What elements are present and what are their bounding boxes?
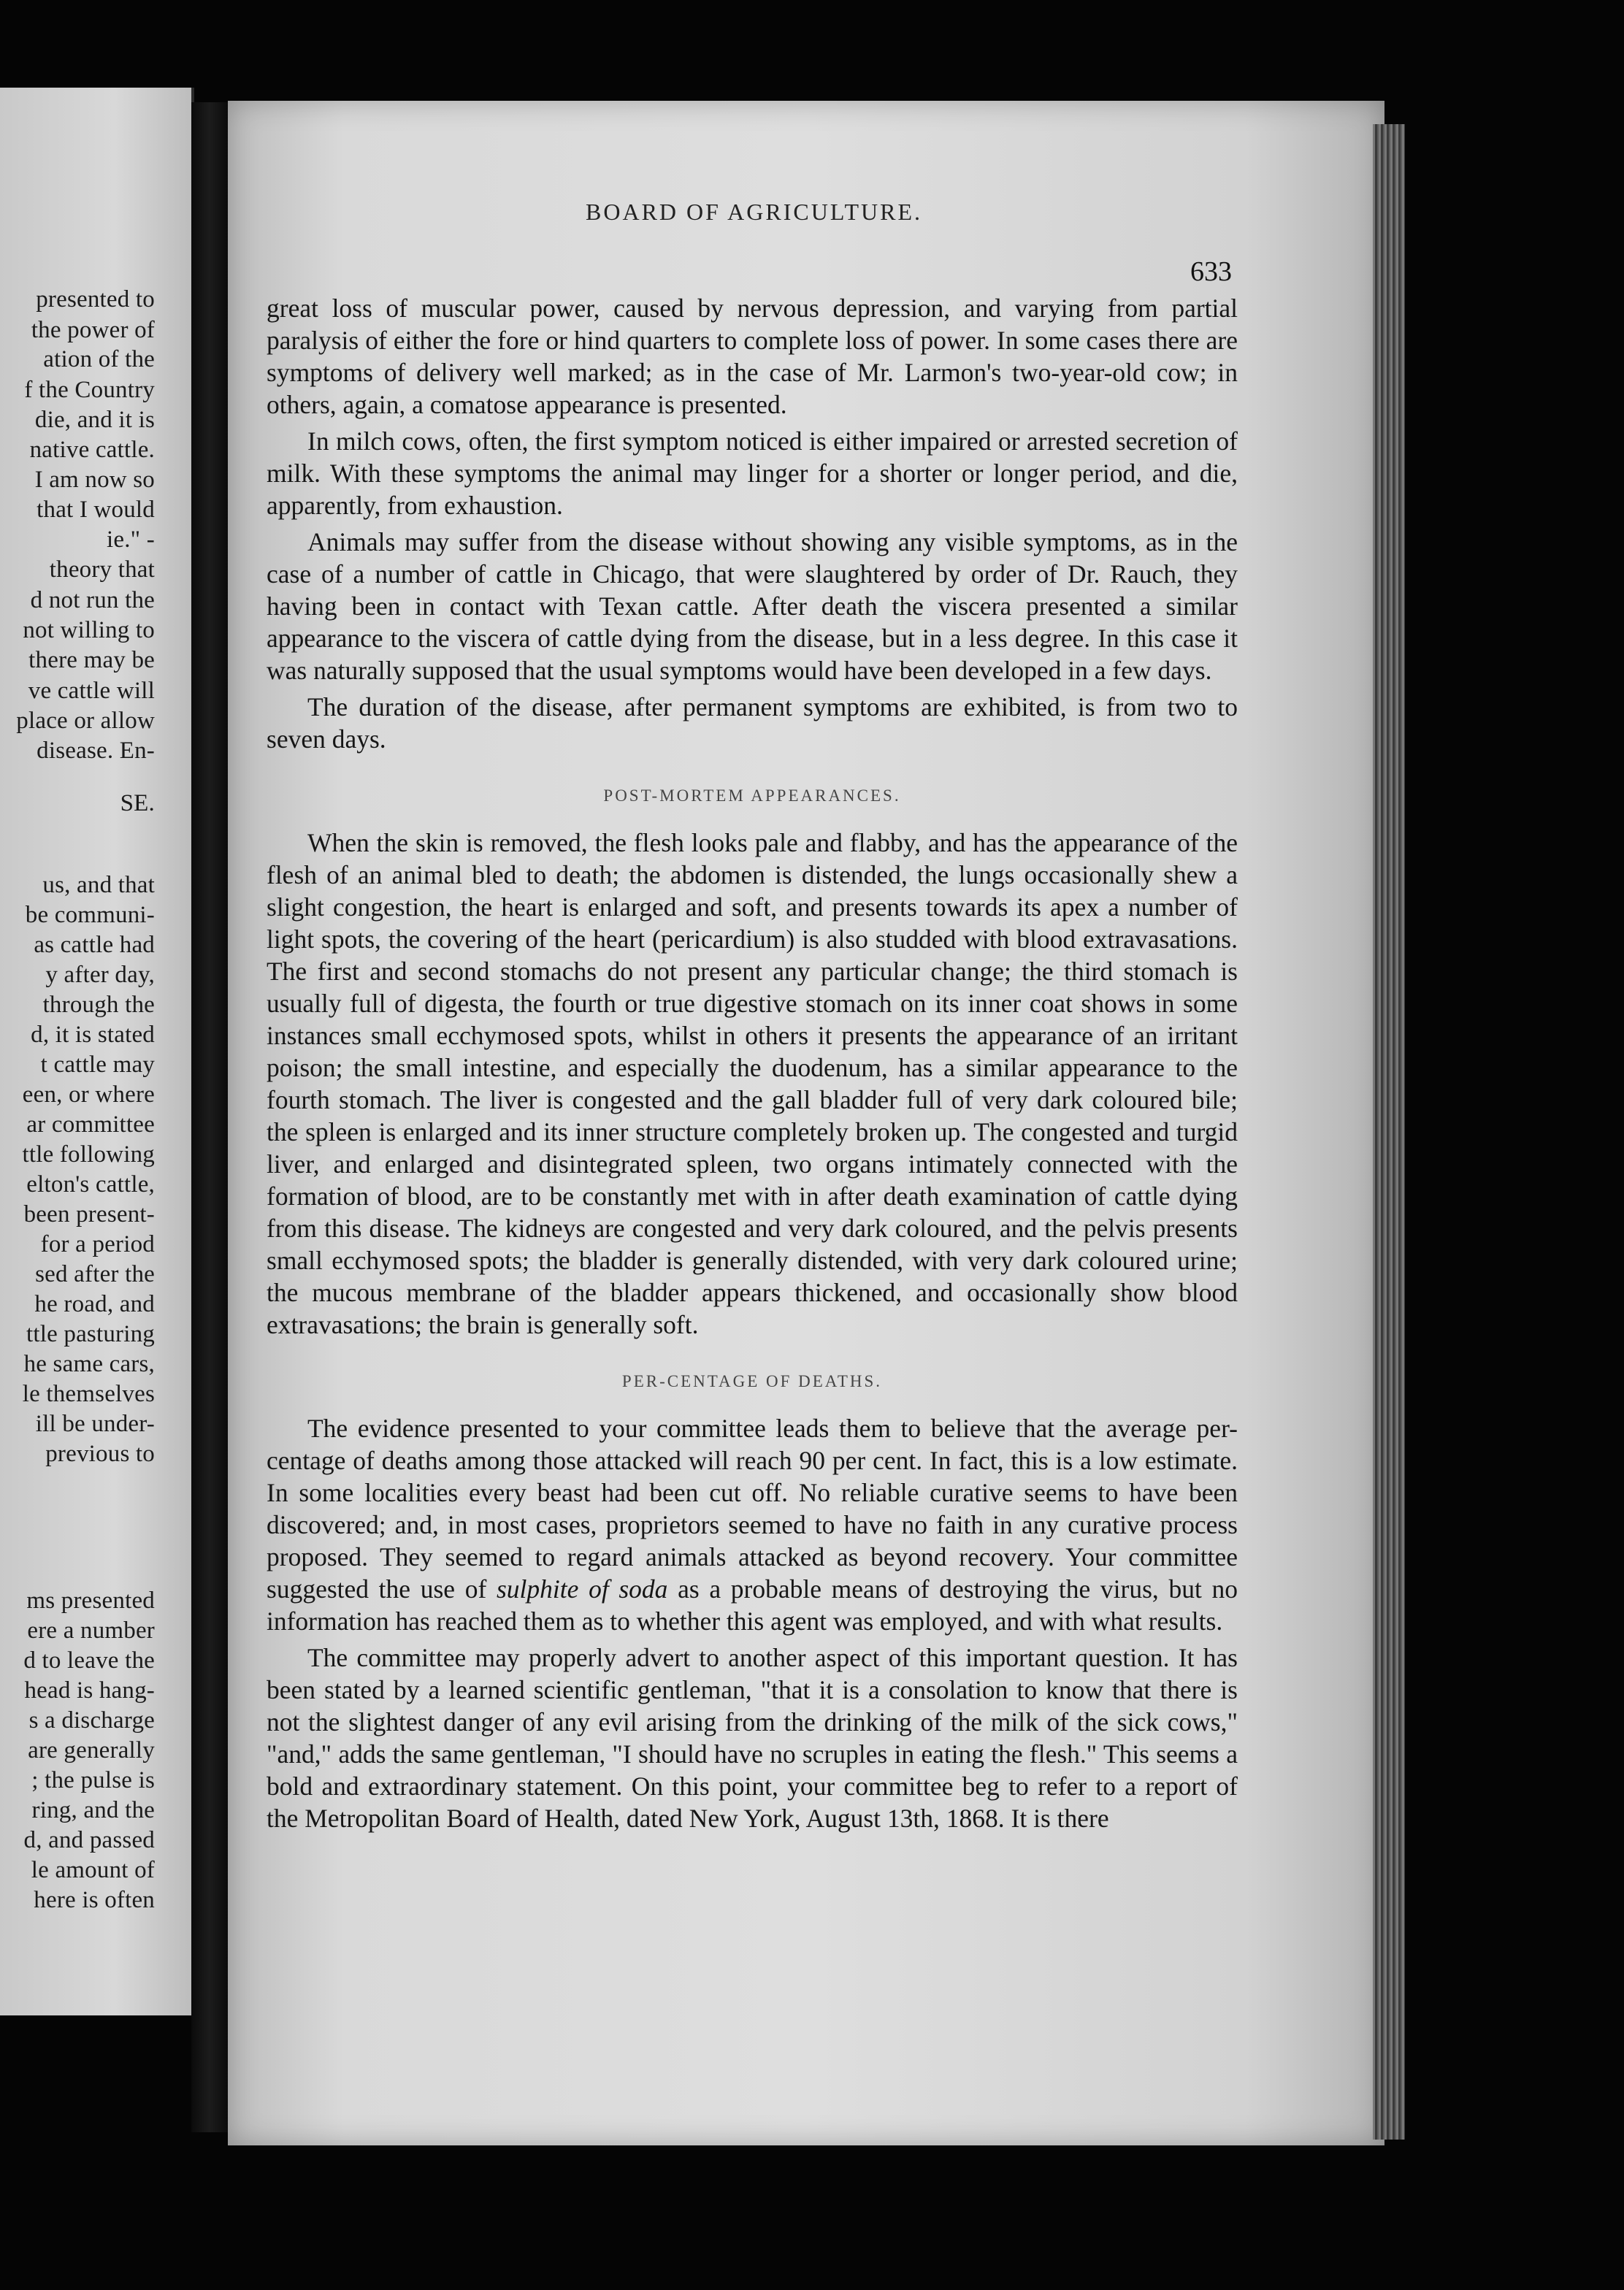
paragraph-muscular-power: great loss of muscular power, caused by nervous depression, and varying from partial paralysis of either the fore or hind quarters to complete loss of power. In some cases there are symptoms of delivery well marked; as in the case of Mr. Larmon's two-year-old cow; in others, again, a comatose appearance is presented.	[267, 294, 1238, 419]
left-page-line: le amount of	[31, 1857, 155, 1883]
left-page-line: f the Country	[24, 377, 155, 403]
paragraph-duration: The duration of the disease, after permanent symptoms are exhibited, is from two to seven days.	[267, 692, 1238, 754]
left-page-line: t cattle may	[40, 1052, 155, 1078]
left-page-line: head is hang-	[24, 1677, 155, 1704]
left-page-line: d not run the	[30, 587, 155, 613]
section-heading-deaths: PER-CENTAGE OF DEATHS.	[621, 1372, 883, 1390]
previous-page-fragment	[0, 88, 194, 2015]
left-page-line: die, and it is	[34, 407, 155, 433]
body-text	[267, 292, 1238, 1839]
left-page-line: elton's cattle,	[26, 1171, 155, 1198]
page-edges	[1373, 124, 1405, 2140]
left-page-line: d to leave the	[23, 1647, 155, 1674]
paragraph-percentage-deaths	[267, 1412, 1238, 1637]
left-page-line: theory that	[49, 556, 155, 583]
left-page-line: le themselves	[22, 1381, 155, 1407]
left-page-line: sed after the	[35, 1261, 155, 1287]
left-page-line: native cattle.	[29, 437, 155, 463]
left-page-line: ttle pasturing	[26, 1321, 155, 1347]
left-page-line: ; the pulse is	[31, 1767, 155, 1793]
left-page-line: here is often	[34, 1887, 155, 1913]
left-page-line: as cattle had	[34, 932, 155, 958]
left-page-line: he road, and	[34, 1291, 155, 1317]
left-page-line: been present-	[23, 1201, 155, 1228]
book-gutter	[191, 102, 228, 2132]
left-page-line: ar committee	[26, 1111, 155, 1138]
left-page-line: d, it is stated	[31, 1022, 155, 1048]
left-page-line: ve cattle will	[28, 678, 155, 704]
left-page-line: place or allow	[16, 708, 155, 734]
left-page-line: ring, and the	[31, 1797, 155, 1823]
left-page-line: s a discharge	[28, 1707, 155, 1734]
left-page-line: ms presented	[26, 1588, 155, 1614]
left-page-line: he same cars,	[23, 1351, 155, 1377]
left-page-line: een, or where	[22, 1081, 155, 1108]
left-page-line: ere a number	[27, 1617, 155, 1644]
running-head: BOARD OF AGRICULTURE.	[586, 199, 922, 225]
left-page-line: SE.	[120, 790, 155, 816]
paragraph-post-mortem: When the skin is removed, the flesh looks pale and flabby, and has the appearance of the flesh of an animal bled to death; the abdomen is distended, the lungs occasionally shew a slight congestion, the heart is enlarged and soft, and presents towards its apex a number of light spots, the covering of the heart (pericardium) is also studded with blood extravasations. The first and second stomachs do not present any particular change; the third stomach is usually full of digesta, the fourth or true digestive stomach on its inner coat shows in some instances small ecchymosed spots, whilst in others it presents the appearance of an irritant poison; the small intestine, and especially the duodenum, has a similar appearance to the fourth stomach. The liver is congested and the gall bladder full of very dark coloured bile; the spleen is enlarged and its inner structure completely broken up. The congested and turgid liver, and enlarged and disintegrated spleen, two organs intimately connected with the formation of blood, are to be constantly met with in after death examination of cattle dying from this disease. The kidneys are congested and very dark coloured, and the pelvis presents small ecchymosed spots; the bladder is generally distended, with very dark coloured urine; the mucous membrane of the bladder appears thickened, and occasionally show blood extravasations; the brain is generally soft.	[267, 828, 1238, 1339]
left-page-line: disease. En-	[37, 738, 155, 764]
left-page-line: are generally	[28, 1737, 155, 1764]
italic-term-sulphite: sulphite of soda	[496, 1574, 668, 1604]
left-page-line: there may be	[28, 647, 155, 673]
left-page-line: presented to	[36, 286, 155, 313]
left-page-line: d, and passed	[23, 1827, 155, 1853]
left-page-line: not willing to	[23, 617, 155, 643]
left-page-line: be communi-	[25, 902, 155, 928]
left-page-line: previous to	[45, 1441, 155, 1467]
paragraph-milk-question: The committee may properly advert to another aspect of this important question. It has been stated by a learned scientific gentleman, "that it is a consolation to know that there is not the slightest danger of any evil arising from the drinking of the milk of the sick cows," "and," adds the same gentleman, "I should have no scruples in eating the flesh." This seems a bold and extraordinary statement. On this point, your committee beg to refer to a report of the Metropolitan Board of Health, dated New York, August 13th, 1868. It is there	[267, 1643, 1238, 1833]
left-page-line: us, and that	[42, 872, 155, 898]
paragraph-no-symptoms: Animals may suffer from the disease without showing any visible symptoms, as in the case of a number of cattle in Chicago, that were slaughtered by order of Dr. Rauch, they having been in contact with Texan cattle. After death the viscera presented a similar appearance to the viscera of cattle dying from the disease, but in a less degree. In this case it was naturally supposed that the usual symptoms would have been developed in a few days.	[267, 527, 1238, 685]
text-run: as a probable means of destroying the virus, but no information has reached them as to whether this agent was employed, and with what results.	[267, 1574, 1238, 1636]
left-page-line: ttle following	[22, 1141, 155, 1168]
left-page-line: the power of	[31, 317, 155, 343]
left-page-line: I am now so	[34, 467, 155, 493]
left-page-line: y after day,	[45, 962, 155, 988]
left-page-line: that I would	[37, 497, 155, 523]
left-page-line: ill be under-	[35, 1411, 155, 1437]
page-number: 633	[1190, 256, 1232, 287]
section-heading-post-mortem: POST-MORTEM APPEARANCES.	[603, 786, 901, 805]
left-page-line: ie." -	[107, 526, 155, 553]
left-page-line: for a period	[40, 1231, 155, 1257]
paragraph-milch-cows: In milch cows, often, the first symptom noticed is either impaired or arrested secretion of milk. With these symptoms the animal may linger for a shorter or longer period, and die, apparently, from exhaustion.	[267, 426, 1238, 520]
left-page-line: through the	[42, 992, 155, 1018]
text-run: The evidence presented to your committee leads them to believe that the average per-centage of deaths among those attacked will reach 90 per cent. In fact, this is a low estimate. In some localities every beast had been cut off. No reliable curative seems to have been discovered; and, in most cases, proprietors seemed to have no faith in any curative process proposed. They seemed to regard animals attacked as beyond recovery. Your committee suggested the use of	[267, 1414, 1238, 1604]
left-page-line: ation of the	[43, 346, 155, 372]
